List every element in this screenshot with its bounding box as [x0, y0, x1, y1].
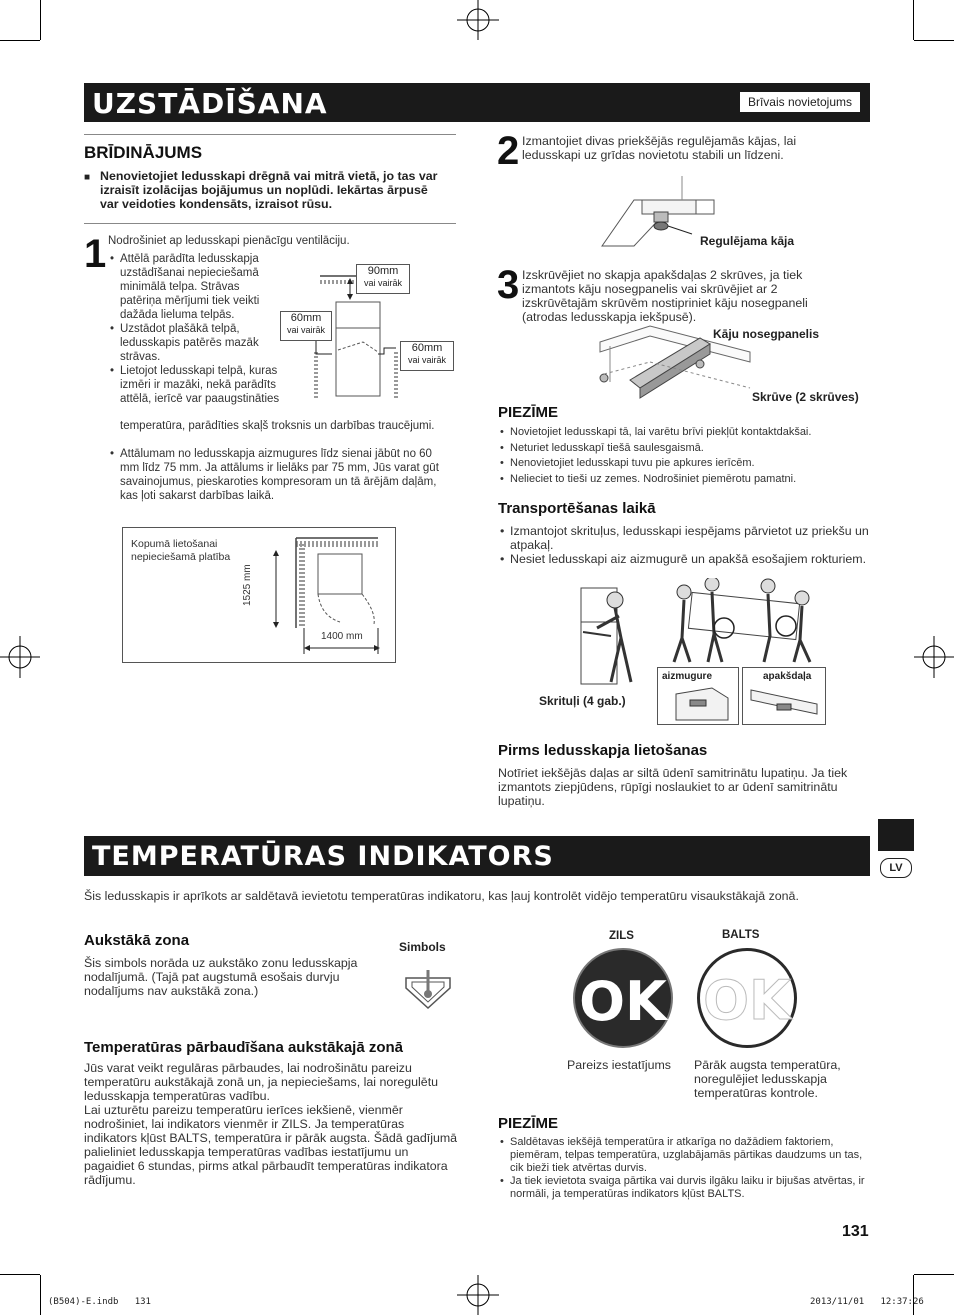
width-label: 1400 mm [321, 631, 363, 642]
side-tab-block [878, 819, 914, 851]
crop-mark [914, 40, 954, 41]
note-heading: PIEZĪME [498, 1115, 559, 1132]
clearance-left-box [280, 311, 332, 341]
footer-left: (B504)-E.indb 131 [48, 1297, 151, 1307]
section-title: UZSTĀDĪŠANA [92, 87, 328, 120]
carrying-illustration [664, 578, 820, 664]
registration-mark [0, 636, 40, 678]
clearance-right-box [400, 341, 454, 371]
area-caption [131, 538, 230, 564]
ok-indicator-white [697, 948, 797, 1048]
footer-right: 2013/11/01 12:37:26 [810, 1297, 924, 1307]
warning-marker: ■ [84, 172, 91, 183]
list-item: • Uzstādot plašākā telpā, ledusskapis patērēs mazāk strāvas. [108, 322, 284, 364]
callout-adjustable-foot: Regulējama kāja [700, 234, 795, 248]
section-tag: Brīvais novietojums [740, 92, 860, 112]
crop-mark [0, 40, 40, 41]
inset-label: apakšdaļa [763, 671, 812, 682]
step1-bullet4 [108, 447, 448, 503]
cold-zone-text: Šis simbols norāda uz aukstāko zonu ledusskapja nodalījumā. (Tajā pat augstumā esošais durvju nodalījums nav aukstākā zona.) [84, 956, 358, 998]
language-tab: LV [880, 858, 912, 878]
registration-mark [457, 1275, 499, 1315]
divider [84, 223, 456, 224]
handle-icon [672, 684, 732, 722]
bottom-handle-inset [742, 667, 826, 725]
list-item: • Nelieciet to tieši uz zemes. Nodrošiniet piemērotu pamatni. [498, 472, 858, 488]
section-banner-installation [84, 83, 870, 122]
crop-mark [913, 1275, 914, 1315]
blue-label: ZILS [609, 930, 634, 942]
note1-list [498, 425, 858, 487]
crop-mark [40, 1275, 41, 1315]
section-banner-temperature [84, 836, 870, 876]
crop-mark [0, 1274, 40, 1275]
cold-zone-heading: Aukstākā zona [84, 932, 190, 949]
section-title: TEMPERATŪRAS INDIKATORS [92, 841, 554, 872]
cold-zone-symbol-icon [402, 968, 454, 1012]
step-number: 3 [497, 263, 520, 307]
step1-bullets [108, 252, 284, 406]
temp-check-text1: Jūs varat veikt regulāras pārbaudes, lai nodrošinātu pareizu temperatūru aukstākajā zonā un, ja nepieciešams, lai noregulētu ledusskapja temperatūras vadību. [84, 1061, 439, 1103]
step1-intro: Nodrošiniet ap ledusskapi pienācīgu ventilāciju. [108, 235, 350, 247]
ok-text: OK [579, 970, 667, 1033]
clearance-value: 90mm [367, 265, 399, 277]
white-caption: Pārāk augsta temperatūra, noregulējiet ledusskapja temperatūras kontrole. [694, 1058, 841, 1100]
section2-intro: Šis ledusskapis ir aprīkots ar saldētavā ievietotu temperatūras indikatoru, kas ļauj kontrolēt vidējo temperatūru visaukstākajā zonā. [84, 889, 799, 903]
clearance-value: 60mm [411, 342, 443, 354]
before-use-text: Notīriet iekšējās daļas ar siltā ūdenī samitrinātu lupatiņu. Ja tiek izmantots ziepjūdens, rūpīgi noslaukiet to ar ūdenī samitrinātu lupatiņu. [498, 766, 848, 808]
inset-label: aizmugure [662, 671, 713, 682]
registration-mark [457, 0, 499, 40]
list-item: • Lietojot ledusskapi telpā, kuras izmēri ir mazāki, nekā parādīts attēlā, ierīcē var paaugstināties [108, 364, 310, 406]
warning-text: Nenovietojiet ledusskapi drēgnā vai mitrā vietā, jo tas var izraisīt izolācijas bojājumus un noplūdi. Iekārtas ārpusē var veidoties kondensāts, izraisot rūsu. [100, 169, 438, 211]
blue-caption: Pareizs iestatījums [567, 1058, 671, 1072]
note-heading: PIEZĪME [498, 404, 559, 421]
clearance-sub: vai vairāk [407, 355, 446, 365]
ok-text: OK [703, 969, 791, 1032]
before-use-heading: Pirms ledusskapja lietošanas [498, 742, 708, 759]
callout-screws: Skrūve (2 skrūves) [752, 390, 859, 404]
note2-list [498, 1136, 873, 1201]
callout-foot-cover: Kāju nosegpanelis [713, 327, 820, 341]
list-item: • Neturiet ledusskapī tiešā saulesgaismā. [498, 441, 858, 457]
height-label: 1525 mm [242, 564, 253, 606]
list-item: • Nesiet ledusskapi aiz aizmugurē un apakšā esošajiem rokturiem. [498, 552, 873, 566]
crop-mark [914, 1274, 954, 1275]
ok-indicator-blue [573, 948, 673, 1048]
temp-check-text2: Lai uzturētu pareizu temperatūru ierīces iekšienē, vienmēr nodrošiniet, lai indikators vienmēr ir ZILS. Ja temperatūras indikators kļūst BALTS, temperatūra ir pārāk augsta. Šādā gadījumā palieliniet ledusskapja temperatūras vadības iestatījumu un pagaidiet 6 stundas, pirms atkal pārbaudīt temperatūras indikatora rādījumu. [84, 1103, 458, 1187]
clearance-top-box [356, 264, 410, 294]
white-label: BALTS [722, 929, 760, 941]
crop-mark [40, 0, 41, 40]
area-caption-line: Kopumā lietošanai [131, 538, 218, 550]
step1-bullet3-cont: temperatūra, parādīties skaļš troksnis un darbības traucējumi. [120, 420, 435, 432]
symbol-label: Simbols [399, 940, 446, 954]
registration-mark [914, 636, 954, 678]
back-handle-inset [657, 667, 739, 725]
clearance-sub: vai vairāk [363, 278, 402, 288]
transport-heading: Transportēšanas laikā [498, 500, 656, 517]
step2-text: Izmantojiet divas priekšējās regulējamās kājas, lai ledusskapi uz grīdas novietotu stabili un līdzeni. [522, 134, 797, 162]
step3-text: Izskrūvējiet no skapja apakšdaļas 2 skrūves, ja tiek izmantots kāju nosegpanelis vai skrūvējiet ar 2 izskrūvētajām skrūvēm nostipriniet kāju nosegpaneli (atrodas ledusskapja iekšpusē). [522, 268, 808, 324]
area-caption-line: nepieciešamā platība [131, 551, 231, 563]
list-item: • Ja tiek ievietota svaiga pārtika vai durvis ilgāku laiku ir bijušas atvērtas, ir normāli, ja temperatūras indikators kļūst BALTS. [498, 1175, 873, 1201]
step-number: 1 [84, 232, 107, 276]
handle-icon [747, 684, 821, 722]
list-item: • Izmantojot skrituļus, ledusskapi iespējams pārvietot uz priekšu un atpakaļ. [498, 524, 873, 552]
transport-list [498, 524, 873, 566]
crop-mark [913, 0, 914, 40]
temp-check-heading: Temperatūras pārbaudīšana aukstākajā zonā [84, 1039, 404, 1056]
warning-heading: BRĪDINĀJUMS [84, 143, 203, 162]
list-item: • Saldētavas iekšējā temperatūra ir atkarīga no dažādiem faktoriem, piemēram, telpas temperatūra, uzglabājamās pārtikas daudzums un tas, cik bieži tiek atvērtas durvis. [498, 1136, 873, 1175]
rollers-illustration [575, 582, 665, 690]
clearance-sub: vai vairāk [286, 325, 325, 335]
clearance-value: 60mm [290, 312, 322, 324]
list-item: • Novietojiet ledusskapi tā, lai varētu brīvi piekļūt kontaktdakšai. [498, 425, 858, 441]
list-item: • Attēlā parādīta ledusskapja uzstādīšanai nepieciešamā minimālā telpa. Strāvas patēriņa mērījumi tiek veikti dažāda lieluma telpās. [108, 252, 284, 322]
list-item: • Nenovietojiet ledusskapi tuvu pie apkures ierīcēm. [498, 456, 858, 472]
page-number: 131 [842, 1223, 869, 1240]
list-item: • Attālumam no ledusskapja aizmugures līdz sienai jābūt no 60 mm līdz 75 mm. Ja attālums ir lielāks par 75 mm, Jūs varat gūt savainojumus, pieskaroties kompresoram un tā ārējām daļām, kas ļoti sakarst darbības laikā. [108, 447, 448, 503]
divider [84, 134, 456, 135]
callout-rollers: Skrituļi (4 gab.) [539, 694, 626, 708]
step-number: 2 [497, 129, 520, 173]
